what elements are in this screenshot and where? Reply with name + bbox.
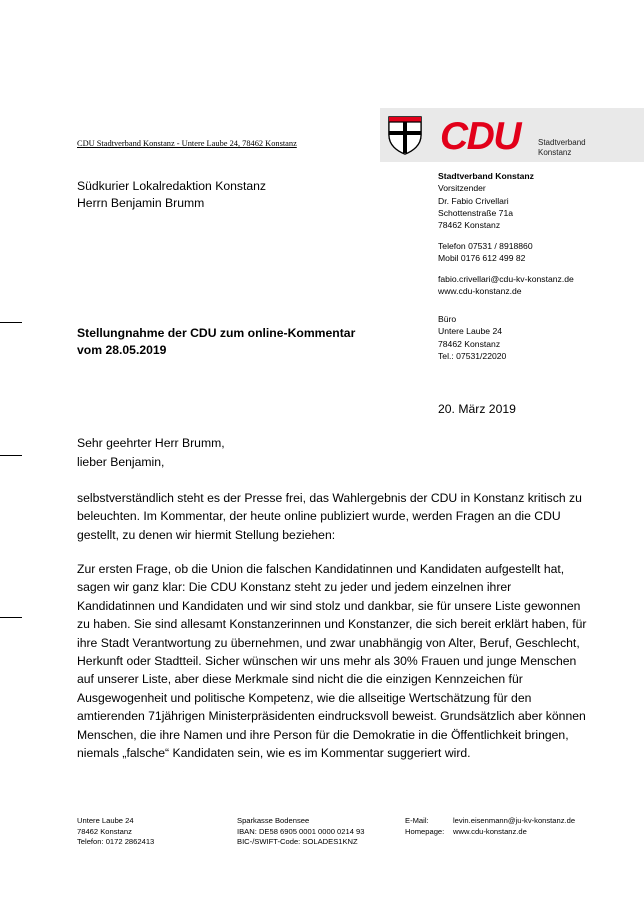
sidebar-phone: Telefon 07531 / 8918860 [438, 241, 533, 251]
letter-date: 20. März 2019 [438, 402, 516, 416]
footer-iban: IBAN: DE58 6905 0001 0000 0214 93 [237, 826, 365, 836]
sidebar-city: 78462 Konstanz [438, 220, 501, 231]
konstanz-coat-of-arms-icon [387, 115, 423, 155]
sidebar-email: fabio.crivellari@cdu-kv-konstanz.de [438, 274, 574, 284]
footer-city: 78462 Konstanz [77, 826, 132, 836]
footer-web-label: Homepage: [405, 826, 445, 836]
footer-web: www.cdu-konstanz.de [453, 826, 527, 836]
fold-mark-middle [0, 455, 22, 456]
salutation-line2: lieber Benjamin, [77, 454, 165, 469]
footer-bic: BIC-/SWIFT-Code: SOLADES1KNZ [237, 837, 358, 846]
footer-email-label: E-Mail: [405, 816, 429, 825]
sender-return-line: CDU Stadtverband Konstanz - Untere Laube 24, 78462 Konstanz [77, 139, 297, 148]
fold-mark-bottom [0, 617, 22, 618]
footer-address [77, 816, 154, 848]
sidebar-office-label: Büro [438, 314, 457, 324]
subject-line1: Stellungnahme der CDU zum online-Kommentar [77, 326, 356, 340]
sidebar-web: www.cdu-konstanz.de [438, 286, 522, 297]
footer-phone: Telefon: 0172 2862413 [77, 837, 155, 846]
footer-bank-name: Sparkasse Bodensee [237, 816, 310, 825]
sidebar-office-phone: Tel.: 07531/22020 [438, 350, 507, 361]
logo-subtitle-line2: Konstanz [538, 148, 572, 157]
body-paragraph-1: selbstverständlich steht es der Presse frei, das Wahlergebnis der CDU in Konstanz kritisch zu beleuchten. Im Kommentar, der heute online publiziert wurde, werden Fragen an die CDU gestellt, zu denen wir hiermit Stellung beziehen: [77, 491, 582, 542]
cdu-wordmark: CDU [440, 115, 520, 158]
sidebar-office-block [438, 313, 506, 362]
footer-street: Untere Laube 24 [77, 816, 134, 825]
recipient-line2: Herrn Benjamin Brumm [77, 196, 205, 210]
sidebar-online-block [438, 273, 574, 298]
sidebar-office-city: 78462 Konstanz [438, 338, 501, 349]
logo-subtitle-line1: Stadtverband [538, 138, 586, 147]
salutation [77, 434, 225, 471]
sidebar-street: Schottenstraße 71a [438, 207, 514, 218]
sidebar-office-street: Untere Laube 24 [438, 326, 503, 337]
sidebar-phone-block [438, 240, 533, 265]
body-paragraph-2: Zur ersten Frage, ob die Union die falschen Kandidatinnen und Kandidaten aufgestellt hat, sagen wir ganz klar: Die CDU Konstanz steht zu jeder und jedem einzelnen ihrer Kandidatinnen und Kandidaten und wir sind stolz und dankbar, sie für unsere Liste gewonnen zu haben. Sie sind allesamt Konstanzerinnen und Konstanzer, die sich bereit erklärt haben, für ihre Stadt Verantwortung zu übernehmen, und zwar unabhängig von Alter, Beruf, Geschlecht, Herkunft oder Stadtteil. Sicher wünschen wir uns mehr als 30% Frauen und junge Menschen auf unserer Liste, aber diese Merkmale sind nicht die die einzigen Kennzeichen für Ausgewogenheit und politische Kompetenz, wie die allseitige Wertschätzung für den amtierenden 71jährigen Ministerpräsidenten eindrucksvoll beweist. Grundsätzlich aber können Menschen, die ihre Namen und ihre Person für die Demokratie in die Öffentlichkeit bringen, niemals „falsche“ Kandidaten sein, wie es im Kommentar suggeriert wird. [77, 562, 587, 761]
logo-subtitle [538, 138, 586, 158]
sidebar-org: Stadtverband Konstanz [438, 171, 534, 181]
sidebar-contact-block [438, 170, 534, 231]
sidebar-mobile: Mobil 0176 612 499 82 [438, 253, 526, 264]
footer-email: levin.eisenmann@ju-kv-konstanz.de [453, 816, 576, 825]
sidebar-role: Vorsitzender [438, 183, 486, 194]
footer-bank [237, 816, 365, 848]
salutation-line1: Sehr geehrter Herr Brumm, [77, 436, 225, 450]
recipient-address [77, 178, 266, 212]
sidebar-name: Dr. Fabio Crivellari [438, 195, 509, 206]
fold-mark-top [0, 322, 22, 323]
recipient-line1: Südkurier Lokalredaktion Konstanz [77, 179, 267, 193]
subject-heading [77, 325, 355, 358]
subject-line2: vom 28.05.2019 [77, 342, 167, 357]
footer-contact [405, 816, 575, 837]
